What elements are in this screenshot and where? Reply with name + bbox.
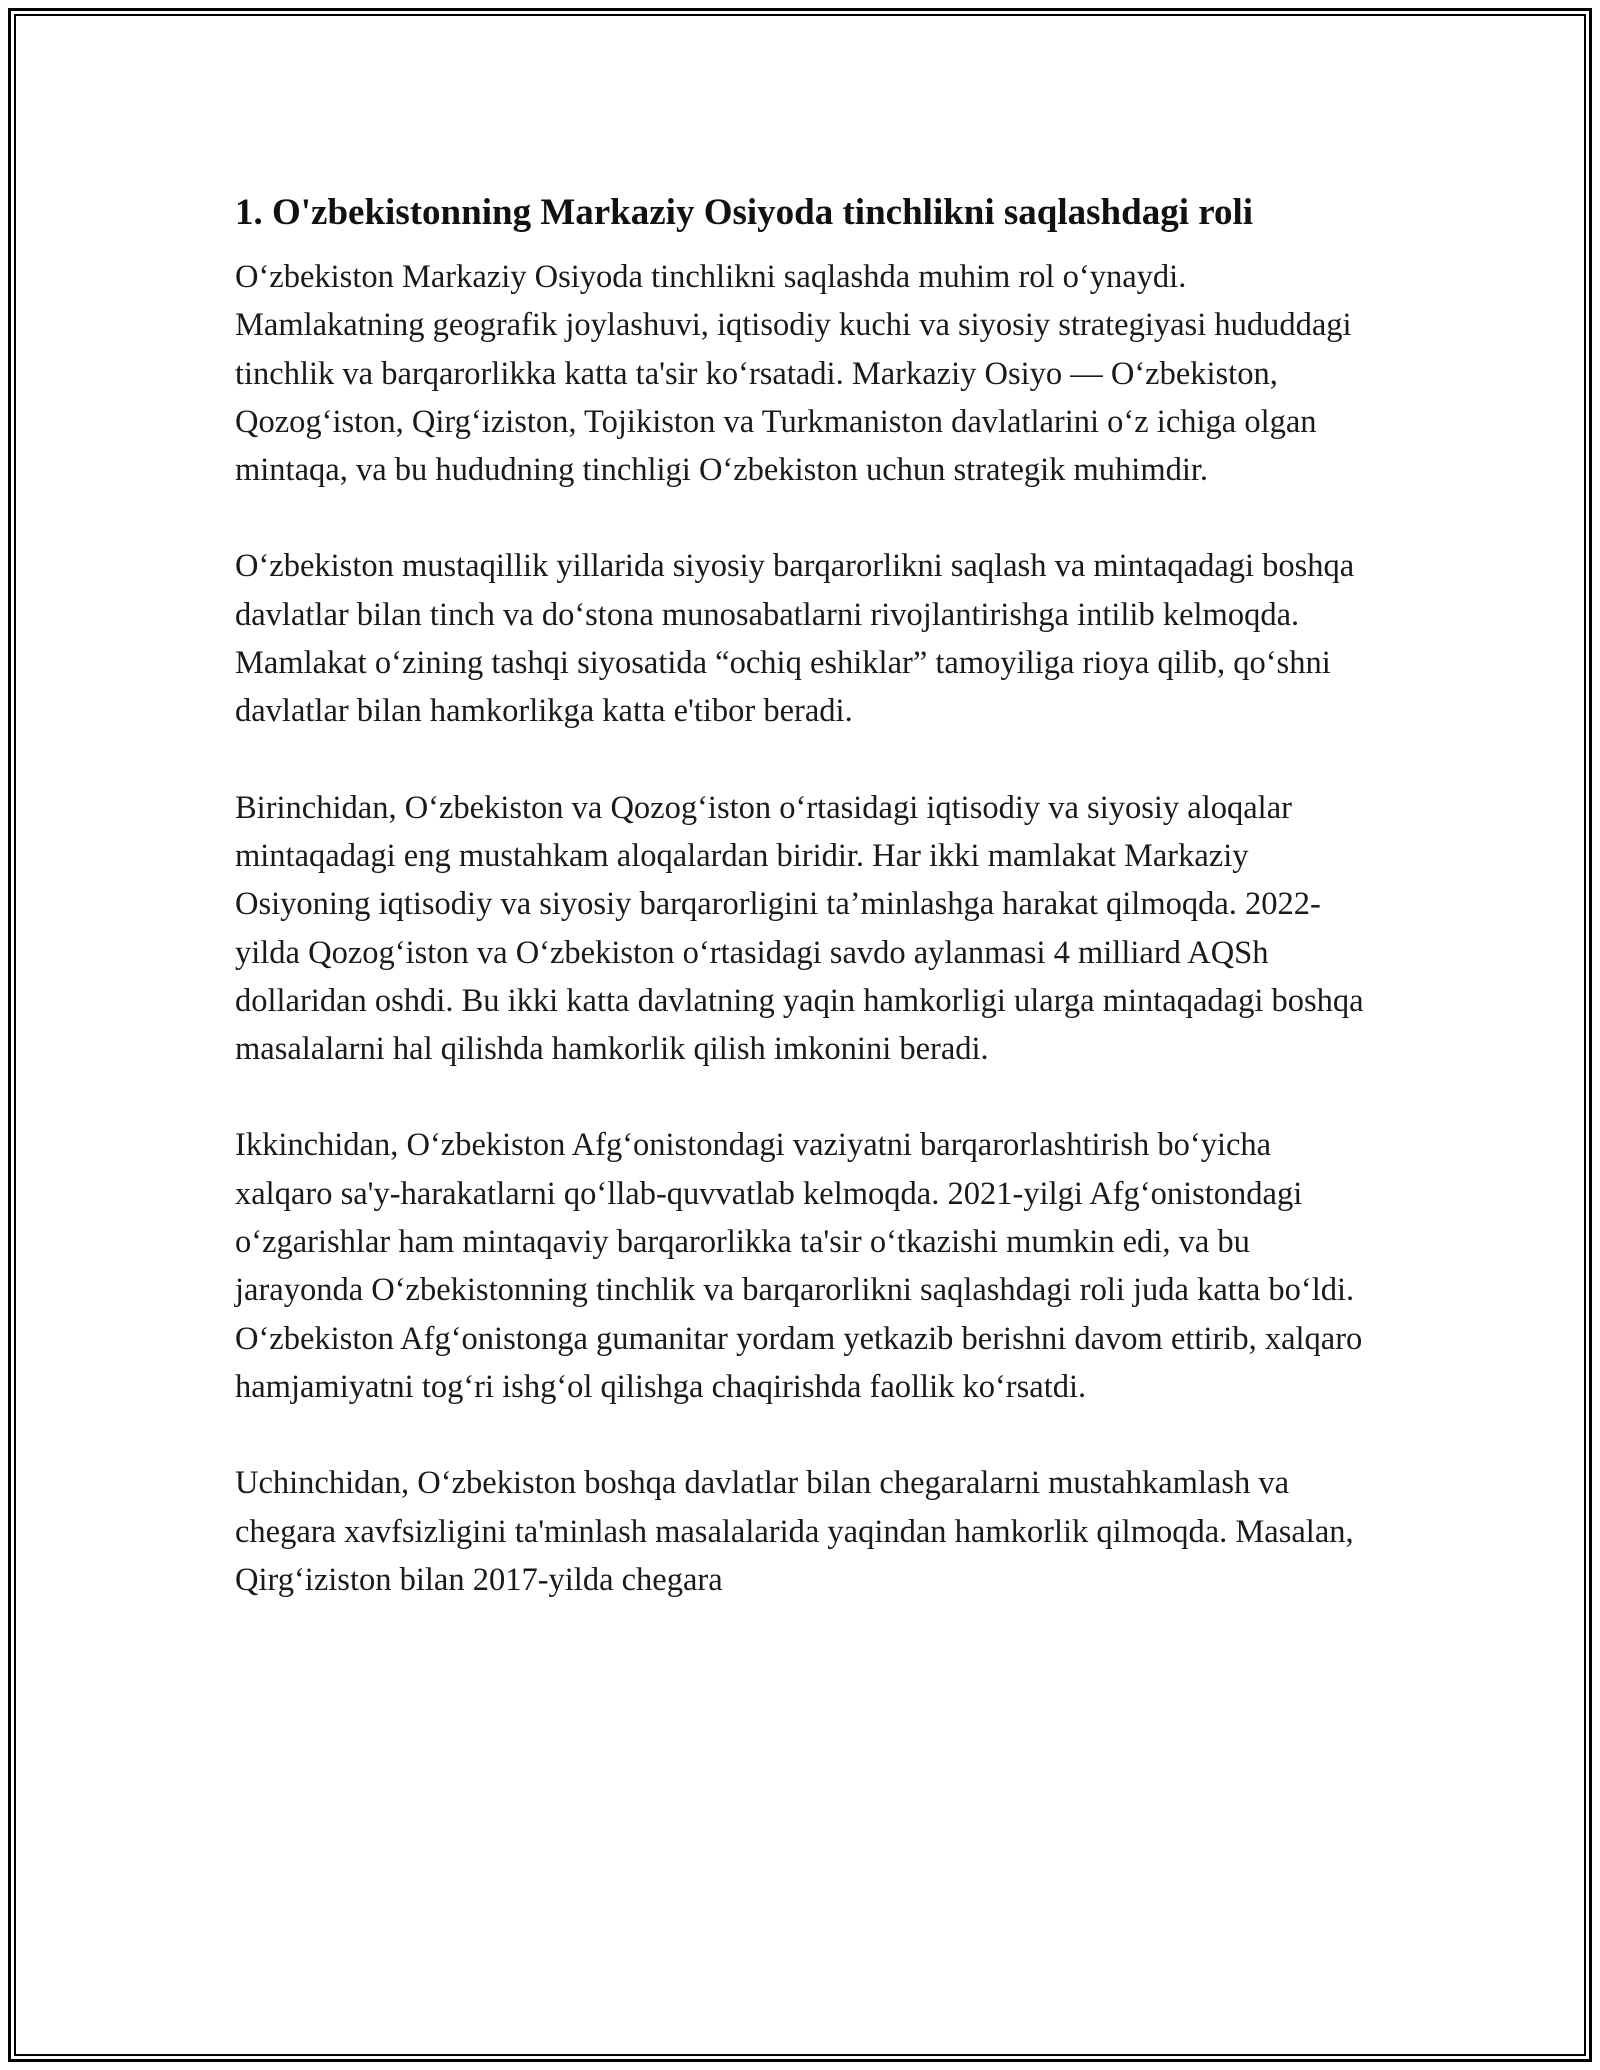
paragraph-second-point: Ikkinchidan, O‘zbekiston Afg‘onistondagi vaziyatni barqarorlashtirish bo‘yicha xalqaro sa'y-harakatlarni qo‘llab-quvvatlab kelmoqda. 2021-yilgi Afg‘onistondagi o‘zgarishlar ham mintaqaviy barqarorlikka ta'sir o‘tkazishi mumkin edi, va bu jarayonda O‘zbekistonning tinchlik va barqarorlikni saqlashdagi roli juda katta bo‘ldi. O‘zbekiston Afg‘onistonga gumanitar yordam yetkazib berishni davom ettirib, xalqaro hamjamiyatni tog‘ri ishg‘ol qilishga chaqirishda faollik ko‘rsatdi. xyxy=(235,1127,1363,1405)
paragraph-independence: O‘zbekiston mustaqillik yillarida siyosiy barqarorlikni saqlash va mintaqadagi boshqa davlatlar bilan tinch va do‘stona munosabatlarni rivojlantirishga intilib kelmoqda. Mamlakat o‘zining tashqi siyosatida “ochiq eshiklar” tamoyiliga rioya qilib, qo‘shni davlatlar bilan hamkorlikga katta e'tibor beradi. xyxy=(235,548,1355,730)
paragraph-intro: O‘zbekiston Markaziy Osiyoda tinchlikni saqlashda muhim rol o‘ynaydi. Mamlakatning geografik joylashuvi, iqtisodiy kuchi va siyosiy strategiyasi hududdagi tinchlik va barqarorlikka katta ta'sir ko‘rsatadi. Markaziy Osiyo — O‘zbekiston, Qozog‘iston, Qirg‘iziston, Tojikiston va Turkmaniston davlatlarini o‘z ichiga olgan mintaqa, va bu hududning tinchligi O‘zbekiston uchun strategik muhimdir. xyxy=(235,259,1352,489)
paragraph-first-point: Birinchidan, O‘zbekiston va Qozog‘iston o‘rtasidagi iqtisodiy va siyosiy aloqalar mintaqadagi eng mustahkam aloqalardan biridir. Har ikki mamlakat Markaziy Osiyoning iqtisodiy va siyosiy barqarorligini ta’minlashga harakat qilmoqda. 2022-yilda Qozog‘iston va O‘zbekiston o‘rtasidagi savdo aylanmasi 4 milliard AQSh dollaridan oshdi. Bu ikki katta davlatning yaqin hamkorligi ularga mintaqadagi boshqa masalalarni hal qilishda hamkorlik qilish imkonini beradi. xyxy=(235,789,1364,1068)
document-body xyxy=(235,186,1365,1652)
paragraph-third-point: Uchinchidan, O‘zbekiston boshqa davlatlar bilan chegaralarni mustahkamlash va chegara xavfsizligini ta'minlash masalalarida yaqindan hamkorlik qilmoqda. Masalan, Qirg‘iziston bilan 2017-yilda chegara xyxy=(235,1465,1354,1598)
section-heading: 1. O'zbekistonning Markaziy Osiyoda tinchlikni saqlashdagi roli xyxy=(235,192,1254,233)
